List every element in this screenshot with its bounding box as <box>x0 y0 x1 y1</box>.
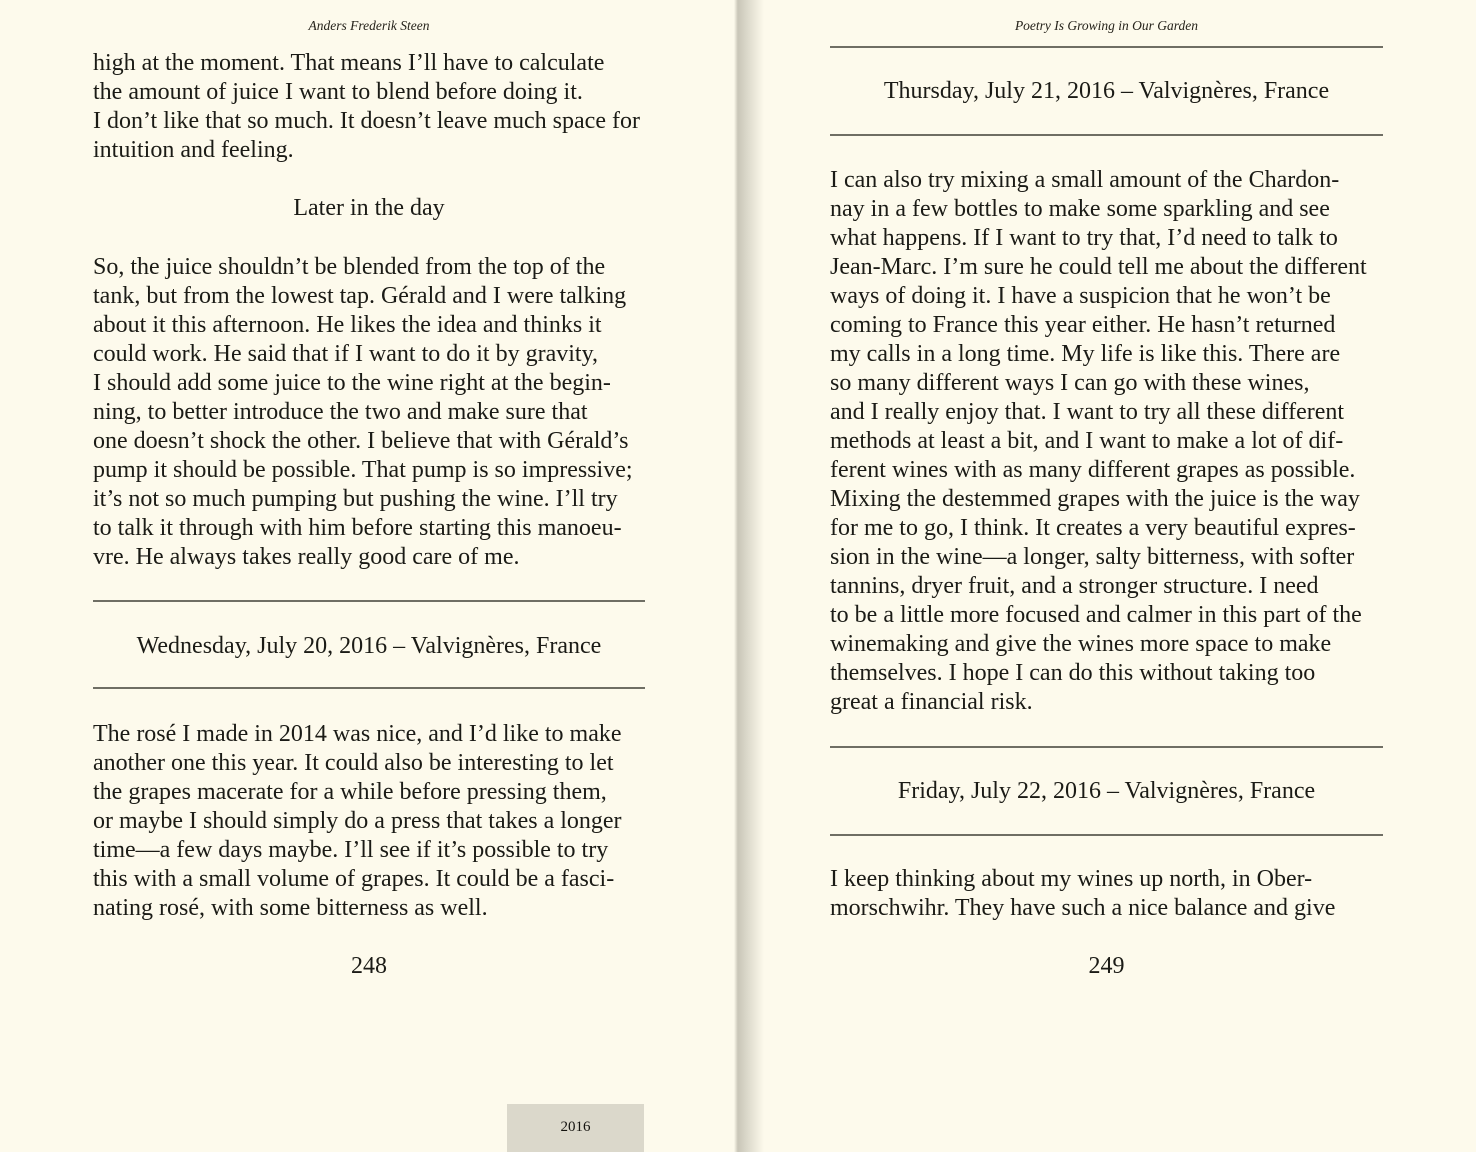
paragraph: high at the moment. That means I’ll have to calculate the amount of juice I want to blend before doing it. I don’t like that so much. It doesn’t leave much space for intuition and feeling. <box>93 50 640 163</box>
section-divider <box>830 746 1383 748</box>
right-page[interactable] <box>830 0 1383 1152</box>
year-marker-tab[interactable] <box>507 1104 644 1152</box>
entry-date-heading: Friday, July 22, 2016 – Valvignères, France <box>897 778 1316 804</box>
paragraph: I can also try mixing a small amount of the Chardon- nay in a few bottles to make some sparkling and see what happens. If I want to try that, I’d need to talk to Jean-Marc. I’m sure he could tell me about the different ways of doing it. I have a suspicion that he won’t be coming to France this year either. He hasn’t returned my calls in a long time. My life is like this. There are so many different ways I can go with these wines, and I really enjoy that. I want to try all these different methods at least a bit, and I want to make a lot of dif- ferent wines with as many different grapes as possible. Mixing the destemmed grapes with the juice is the way for me to go, I think. It creates a very beautiful expres- sion in the wine—a longer, salty bitterness, with softer tannins, dryer fruit, and a stronger structure. I need to be a little more focused and calmer in this part of the winemaking and give the wines more space to make themselves. I hope I can do this without taking too great a financial risk. <box>830 167 1367 715</box>
entry-date-heading: Thursday, July 21, 2016 – Valvignères, France <box>883 78 1330 104</box>
section-divider <box>830 46 1383 48</box>
page-number-right: 249 <box>1088 953 1125 979</box>
running-header-left: Anders Frederik Steen <box>308 18 430 33</box>
section-divider <box>93 600 645 602</box>
paragraph: The rosé I made in 2014 was nice, and I’d like to make another one this year. It could also be interesting to let the grapes macerate for a while before pressing them, or maybe I should simply do a press that takes a longer time—a few days maybe. I’ll see if it’s possible to try this with a small volume of grapes. It could be a fasci- nating rosé, with some bitterness as well. <box>93 721 622 921</box>
page-number-left: 248 <box>351 953 387 979</box>
paragraph: I keep thinking about my wines up north, in Ober- morschwihr. They have such a nice balance and give <box>830 866 1336 921</box>
running-header-right: Poetry Is Growing in Our Garden <box>1014 18 1199 33</box>
entry-date-heading: Wednesday, July 20, 2016 – Valvignères, France <box>136 633 602 659</box>
section-divider <box>830 134 1383 136</box>
gutter-shadow <box>734 0 764 1152</box>
section-divider <box>93 687 645 689</box>
left-page[interactable] <box>93 0 645 1152</box>
section-divider <box>830 834 1383 836</box>
entry-subheading: Later in the day <box>293 195 445 221</box>
year-marker-label: 2016 <box>560 1119 591 1135</box>
paragraph: So, the juice shouldn’t be blended from the top of the tank, but from the lowest tap. Gérald and I were talking about it this afternoon. He likes the idea and thinks it could work. He said that if I want to do it by gravity, I should add some juice to the wine right at the begin- ning, to better introduce the two and make sure that one doesn’t shock the other. I believe that with Gérald’s pump it should be possible. That pump is so impressive; it’s not so much pumping but pushing the wine. I’ll try to talk it through with him before starting this manoeu- vre. He always takes really good care of me. <box>93 254 633 570</box>
